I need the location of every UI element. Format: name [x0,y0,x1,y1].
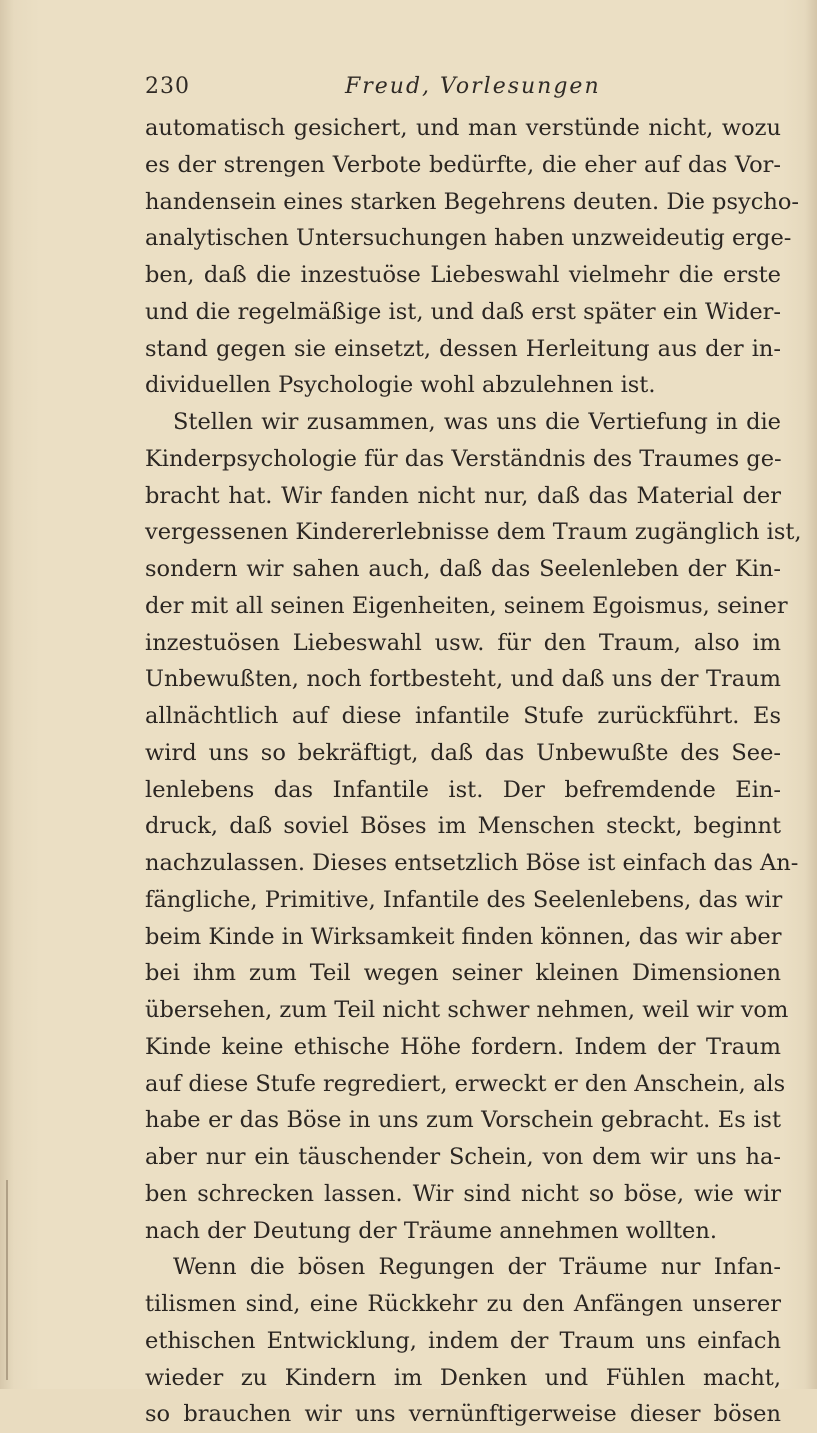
page-edge-line [6,1180,8,1380]
text-line: ethischen Entwicklung, indem der Traum uns einfach [145,1327,781,1354]
text-line: es der strengen Verbote bedürfte, die eher auf das Vor- [145,151,781,178]
body-text [145,110,802,1433]
text-line: auf diese Stufe regrediert, erweckt er den Anschein, als [145,1070,786,1097]
text-line: vergessenen Kindererlebnisse dem Traum zugänglich ist, [145,519,802,546]
text-line: Stellen wir zusammen, was uns die Vertiefung in die [173,409,781,435]
text-line: automatisch gesichert, und man verstünde nicht, wozu [145,115,781,141]
text-line: analytischen Untersuchungen haben unzweideutig erge- [145,225,792,252]
text-line: lenlebens das Infantile ist. Der befremdende Ein- [145,776,781,803]
text-line: übersehen, zum Teil nicht schwer nehmen, weil wir vom [145,997,789,1023]
text-line: sondern wir sahen auch, daß das Seelenleben der Kin- [145,556,781,582]
text-line: habe er das Böse in uns zum Vorschein gebracht. Es ist [145,1107,781,1134]
page-header [145,74,775,106]
text-line: nachzulassen. Dieses entsetzlich Böse ist einfach das An- [145,850,799,876]
text-line: druck, daß soviel Böses im Menschen steckt, beginnt [145,813,781,840]
text-line: Kinde keine ethische Höhe fordern. Indem der Traum [145,1033,781,1060]
text-line: beim Kinde in Wirksamkeit finden können, das wir aber [145,923,782,950]
text-line: und die regelmäßige ist, und daß erst später ein Wider- [145,298,781,325]
text-line: ben, daß die inzestuöse Liebeswahl vielmehr die erste [145,262,781,288]
text-line: Unbewußten, noch fortbesteht, und daß uns der Traum [145,666,781,693]
text-line: handensein eines starken Begehrens deuten. Die psycho- [145,188,799,215]
running-head: Freud, Vorlesungen [345,74,601,99]
text-line: nach der Deutung der Träume annehmen wollten. [145,1217,717,1244]
text-line: der mit all seinen Eigenheiten, seinem Egoismus, seiner [145,592,788,619]
text-line: Wenn die bösen Regungen der Träume nur Infan- [173,1254,781,1281]
text-line: fängliche, Primitive, Infantile des Seelenlebens, das wir [145,886,783,913]
text-line: aber nur ein täuschender Schein, von dem wir uns ha- [145,1144,781,1170]
text-line: allnächtlich auf diese infantile Stufe zurückführt. Es [145,703,781,729]
text-line: bei ihm zum Teil wegen seiner kleinen Dimensionen [145,960,781,987]
text-line: Kinderpsychologie für das Verständnis des Traumes ge- [145,445,782,472]
text-line: ben schrecken lassen. Wir sind nicht so böse, wie wir [145,1180,781,1207]
page-number: 230 [145,74,190,99]
text-line: bracht hat. Wir fanden nicht nur, daß das Material der [145,482,781,509]
text-line: inzestuösen Liebeswahl usw. für den Traum, also im [145,629,781,656]
text-line: tilismen sind, eine Rückkehr zu den Anfängen unserer [145,1291,781,1317]
text-line: so brauchen wir uns vernünftigerweise dieser bösen [145,1401,781,1428]
text-line: wieder zu Kindern im Denken und Fühlen macht, [145,1364,781,1391]
text-line: wird uns so bekräftigt, daß das Unbewußte des See- [145,739,781,766]
text-line: stand gegen sie einsetzt, dessen Herleitung aus der in- [145,335,781,362]
text-line: dividuellen Psychologie wohl abzulehnen ist. [145,372,656,399]
